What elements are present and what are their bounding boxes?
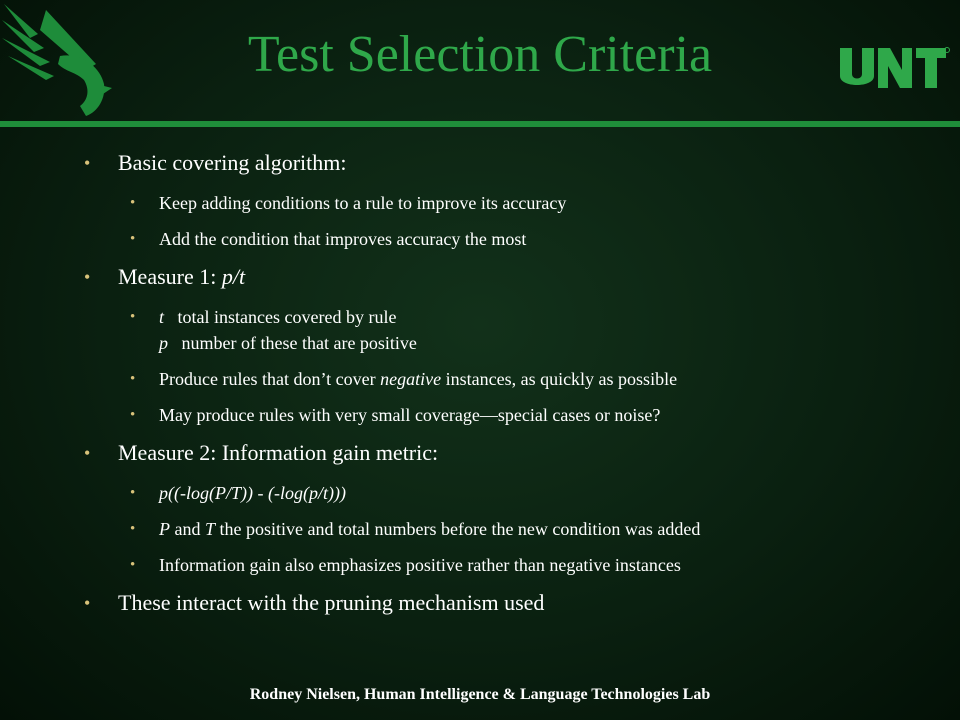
formula-p-over-t: p/t <box>221 264 246 289</box>
bullet-text: and <box>170 519 205 539</box>
sub-bullet-gain-formula <box>0 480 960 506</box>
sub-bullet-add-condition <box>0 226 960 252</box>
definition-t: total instances covered by rule <box>177 307 397 327</box>
bullet-text: the positive and total numbers before the new condition was added <box>215 519 701 539</box>
bullet-text: Keep adding conditions to a rule to improve its accuracy <box>159 193 567 213</box>
bullet-dot-icon: • <box>84 153 91 173</box>
bullet-text: instances, as quickly as possible <box>441 369 678 389</box>
unt-logo-icon <box>838 44 950 92</box>
title-divider <box>0 121 960 127</box>
bullet-dot-icon: • <box>130 557 136 573</box>
bullet-measure-1 <box>0 262 960 292</box>
bullet-measure-2 <box>0 438 960 468</box>
bullet-dot-icon: • <box>84 443 91 463</box>
variable-t: t <box>159 307 165 327</box>
bullet-basic-covering <box>0 148 960 178</box>
sub-bullet-small-coverage <box>0 402 960 428</box>
bullet-text: Measure 2: Information gain metric: <box>118 440 439 465</box>
bullet-text: Measure 1: <box>118 264 222 289</box>
variable-p: p <box>159 333 168 353</box>
variable-P: P <box>159 519 170 539</box>
slide-footer: Rodney Nielsen, Human Intelligence & Language Technologies Lab <box>249 686 711 703</box>
bullet-text: Produce rules that don’t cover <box>159 369 381 389</box>
bullet-pruning <box>0 588 960 618</box>
sub-bullet-P-and-T <box>0 516 960 542</box>
sub-bullet-produce-rules <box>0 366 960 392</box>
bullet-dot-icon: • <box>130 309 136 325</box>
sub-bullet-emphasizes-positive <box>0 552 960 578</box>
emphasis-negative: negative <box>380 369 442 389</box>
bullet-text: Information gain also emphasizes positive rather than negative instances <box>159 555 681 575</box>
variable-T: T <box>205 519 216 539</box>
slide-body <box>0 148 960 630</box>
bullet-text: Add the condition that improves accuracy the most <box>159 229 527 249</box>
bullet-dot-icon: • <box>130 485 136 501</box>
bullet-dot-icon: • <box>130 371 136 387</box>
slide-title: Test Selection Criteria <box>247 26 713 83</box>
bullet-dot-icon: • <box>130 407 136 423</box>
sub-bullet-definitions <box>0 304 960 356</box>
definition-p: number of these that are positive <box>181 333 417 353</box>
bullet-text: These interact with the pruning mechanism used <box>118 590 545 615</box>
bullet-dot-icon: • <box>130 521 136 537</box>
bullet-text: May produce rules with very small coverage—special cases or noise? <box>159 405 661 425</box>
bullet-dot-icon: • <box>84 593 91 613</box>
bullet-dot-icon: • <box>84 267 91 287</box>
sub-bullet-keep-adding <box>0 190 960 216</box>
bullet-text: Basic covering algorithm: <box>118 150 347 175</box>
bullet-dot-icon: • <box>130 195 136 211</box>
formula-information-gain: p((-log(P/T)) - (-log(p/t))) <box>159 483 346 503</box>
bullet-dot-icon: • <box>130 231 136 247</box>
